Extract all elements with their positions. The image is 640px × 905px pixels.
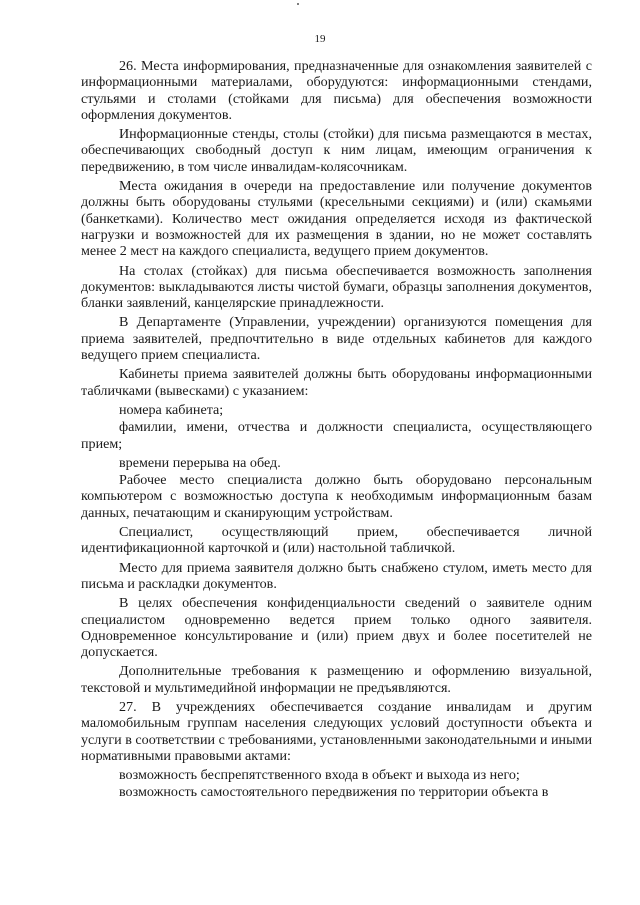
list-item-specialist-name: фамилии, имени, отчества и должности специалиста, осуществляющего прием; bbox=[81, 419, 592, 452]
paragraph-id-card: Специалист, осуществляющий прием, обеспечивается личной идентификационной карточкой и (или) настольной табличкой. bbox=[81, 524, 592, 557]
list-item-entry-exit: возможность беспрепятственного входа в объект и выхода из него; bbox=[119, 767, 520, 784]
paragraph-26-information-places: 26. Места информирования, предназначенные для ознакомления заявителей с информационными материалами, оборудуются: информационными стендами, стульями и столами (стойками для письма) для обеспечения возможности оформления документов. bbox=[81, 58, 592, 123]
paragraph-waiting-places: Места ожидания в очереди на предоставление или получение документов должны быть оборудованы стульями (кресельными секциями) и (или) скамьями (банкетками). Количество мест ожидания определяется исходя из фактической нагрузки и возможностей для их размещения в здании, но не может составлять менее 2 мест на каждого специалиста, ведущего прием документов. bbox=[81, 178, 592, 260]
paragraph-additional-requirements: Дополнительные требования к размещению и оформлению визуальной, текстовой и мультимедийной информации не предъявляются. bbox=[81, 663, 592, 696]
list-item-room-number: номера кабинета; bbox=[119, 401, 224, 418]
list-item-movement: возможность самостоятельного передвижения по территории объекта в bbox=[119, 784, 549, 801]
paragraph-writing-tables: На столах (стойках) для письма обеспечивается возможность заполнения документов: выкладываются листы чистой бумаги, образцы заполнения документов, бланки заявлений, канцелярские принадлежности. bbox=[81, 262, 592, 312]
paragraph-info-stands: Информационные стенды, столы (стойки) для письма размещаются в местах, обеспечивающих свободный доступ к ним лицам, имеющим ограничения к передвижению, в том числе инвалидам-колясочникам. bbox=[81, 126, 592, 175]
paragraph-cabinet-signs: Кабинеты приема заявителей должны быть оборудованы информационными табличками (вывесками) с указанием: bbox=[81, 366, 592, 399]
paragraph-confidentiality: В целях обеспечения конфиденциальности сведений о заявителе одним специалистом одновременно ведется прием только одного заявителя. Одновременное консультирование и (или) прием двух и более посетителей не допускается. bbox=[81, 595, 592, 661]
page-number: 19 bbox=[314, 33, 326, 45]
paragraph-27-accessibility: 27. В учреждениях обеспечивается создание инвалидам и другим маломобильным группам населения следующих условий доступности объекта и услуги в соответствии с требованиями, установленными законодательными и иными нормативными правовыми актами: bbox=[81, 698, 592, 764]
scan-speck bbox=[297, 3, 299, 5]
list-item-lunch-break: времени перерыва на обед. bbox=[119, 454, 281, 471]
paragraph-applicant-seat: Место для приема заявителя должно быть снабжено стулом, иметь место для письма и раскладки документов. bbox=[81, 559, 592, 592]
paragraph-workplace: Рабочее место специалиста должно быть оборудовано персональным компьютером с возможностью доступа к необходимым информационным базам данных, печатающим и сканирующим устройствам. bbox=[81, 472, 592, 521]
document-body bbox=[81, 58, 592, 802]
paragraph-reception-rooms: В Департаменте (Управлении, учреждении) организуются помещения для приема заявителей, предпочтительно в виде отдельных кабинетов для каждого ведущего прием специалиста. bbox=[81, 314, 592, 364]
